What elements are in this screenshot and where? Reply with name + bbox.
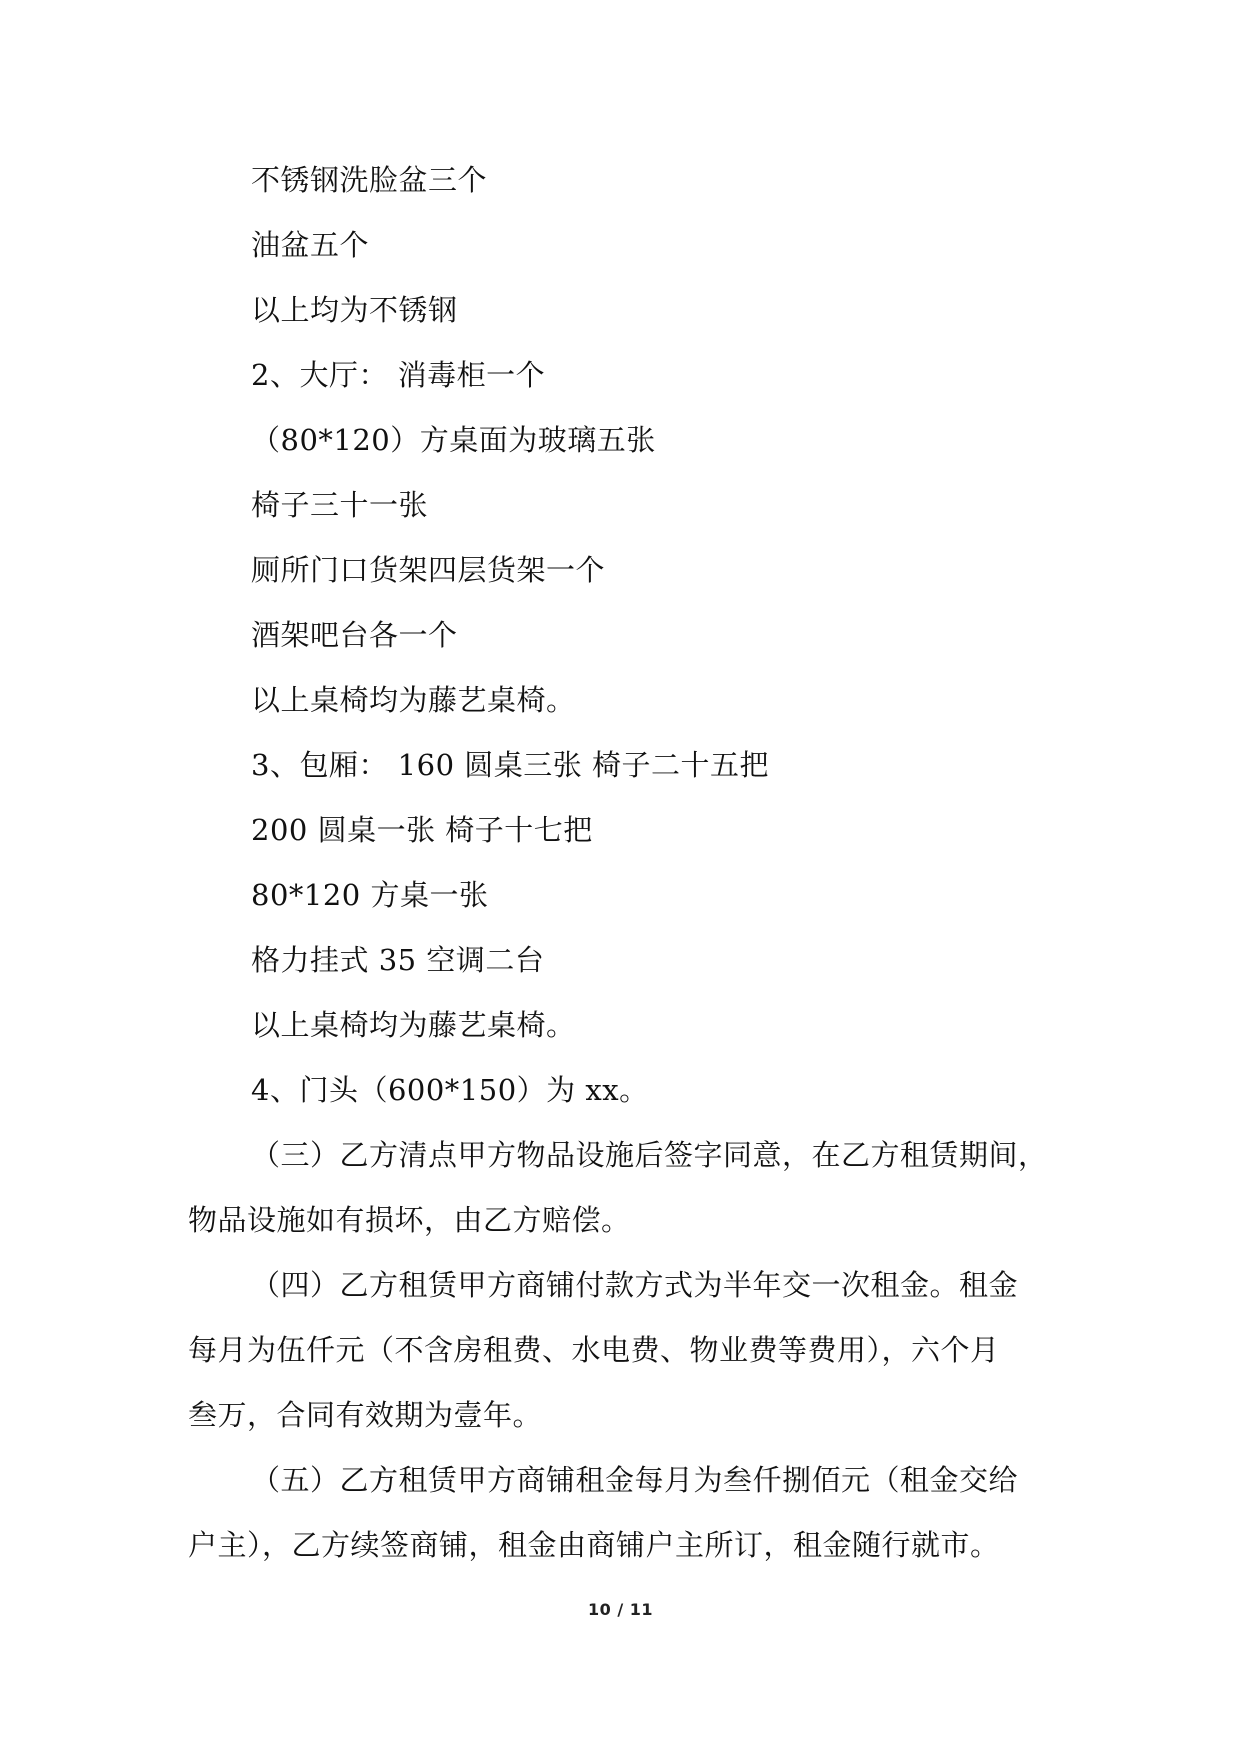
paragraph-line: 每月为伍仟元（不含房租费、水电费、物业费等费用），六个月	[188, 1333, 1000, 1367]
text-line: 80*120 方桌一张	[251, 878, 489, 912]
text-line: 厕所门口货架四层货架一个	[251, 553, 606, 587]
text-line: 200 圆桌一张 椅子十七把	[251, 813, 593, 847]
text-line: 格力挂式 35 空调二台	[251, 943, 545, 977]
text-line: 4、门头（600*150）为 xx。	[251, 1073, 649, 1107]
text-line: 以上桌椅均为藤艺桌椅。	[251, 1008, 576, 1042]
paragraph-line: 户主），乙方续签商铺，租金由商铺户主所订，租金随行就市。	[188, 1528, 1000, 1562]
text-line: 椅子三十一张	[251, 488, 429, 522]
paragraph-line: （三）乙方清点甲方物品设施后签字同意，在乙方租赁期间，	[251, 1138, 1048, 1172]
text-line: 3、包厢： 160 圆桌三张 椅子二十五把	[251, 748, 769, 782]
paragraph-line: 叁万，合同有效期为壹年。	[188, 1398, 543, 1432]
paragraph-line: 物品设施如有损坏，由乙方赔偿。	[188, 1203, 631, 1237]
text-line: 油盆五个	[251, 228, 370, 262]
text-line: 以上均为不锈钢	[251, 293, 458, 327]
page-number: 10 / 11	[587, 1600, 653, 1619]
paragraph-line: （五）乙方租赁甲方商铺租金每月为叁仟捌佰元（租金交给	[251, 1463, 1019, 1497]
text-line: 不锈钢洗脸盆三个	[251, 163, 488, 197]
paragraph-line: （四）乙方租赁甲方商铺付款方式为半年交一次租金。租金	[251, 1268, 1019, 1302]
text-line: 2、大厅： 消毒柜一个	[251, 358, 546, 392]
text-line: 以上桌椅均为藤艺桌椅。	[251, 683, 576, 717]
text-line: （80*120）方桌面为玻璃五张	[251, 423, 656, 457]
text-line: 酒架吧台各一个	[251, 618, 458, 652]
